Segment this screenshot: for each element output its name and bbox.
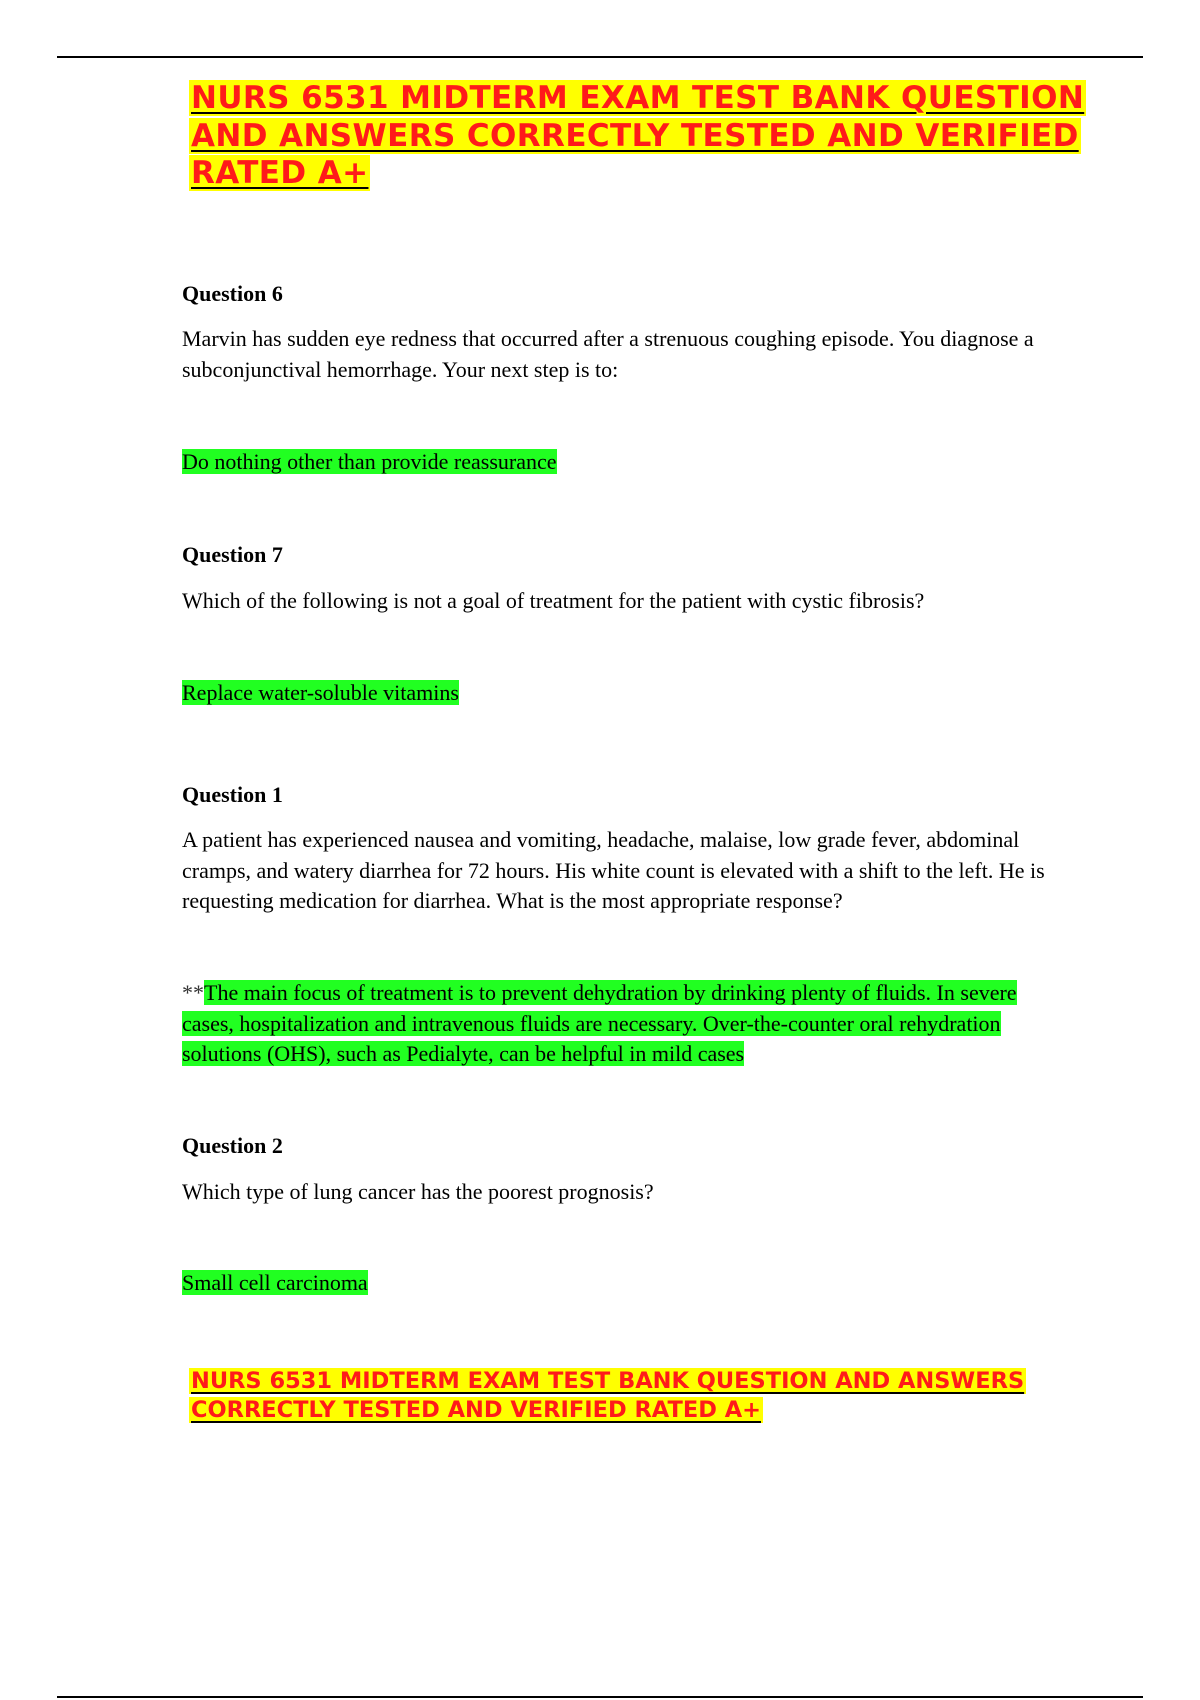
question-label: Question 6 bbox=[182, 281, 283, 306]
answer-text bbox=[182, 447, 1042, 478]
answer-highlight: Do nothing other than provide reassurance bbox=[182, 449, 557, 474]
question-label: Question 2 bbox=[182, 1133, 283, 1158]
question-text: Marvin has sudden eye redness that occurred after a strenuous coughing episode. You diagnose a subconjunctival hemorrhage. Your next step is to: bbox=[182, 326, 1034, 382]
answer-text bbox=[182, 978, 1042, 1070]
answer-highlight: Replace water-soluble vitamins bbox=[182, 680, 459, 705]
header-banner-text: NURS 6531 MIDTERM EXAM TEST BANK QUESTION AND ANSWERS CORRECTLY TESTED AND VERIFIED RATED A+ bbox=[191, 80, 1085, 191]
top-rule bbox=[57, 56, 1143, 58]
answer-highlight: The main focus of treatment is to prevent dehydration by drinking plenty of fluids. In severe cases, hospitalization and intravenous fluids are necessary. Over-the-counter oral rehydration solutions (OHS), such as Pedialyte, can be helpful in mild cases bbox=[182, 980, 1017, 1066]
footer-banner bbox=[189, 1367, 1109, 1425]
answer-highlight: Small cell carcinoma bbox=[182, 1270, 368, 1295]
answer-text bbox=[182, 1268, 1042, 1299]
answer-prefix: ** bbox=[182, 980, 204, 1005]
answer-text bbox=[182, 678, 1042, 709]
bottom-rule bbox=[57, 1696, 1143, 1698]
question-label: Question 7 bbox=[182, 542, 283, 567]
header-banner bbox=[189, 80, 1089, 193]
footer-banner-text: NURS 6531 MIDTERM EXAM TEST BANK QUESTION AND ANSWERS CORRECTLY TESTED AND VERIFIED RATED A+ bbox=[191, 1368, 1025, 1423]
question-text: Which type of lung cancer has the poorest prognosis? bbox=[182, 1179, 654, 1204]
question-label: Question 1 bbox=[182, 782, 283, 807]
question-text: Which of the following is not a goal of treatment for the patient with cystic fibrosis? bbox=[182, 588, 925, 613]
question-text: A patient has experienced nausea and vomiting, headache, malaise, low grade fever, abdominal cramps, and watery diarrhea for 72 hours. His white count is elevated with a shift to the left. He is requesting medication for diarrhea. What is the most appropriate response? bbox=[182, 827, 1045, 913]
